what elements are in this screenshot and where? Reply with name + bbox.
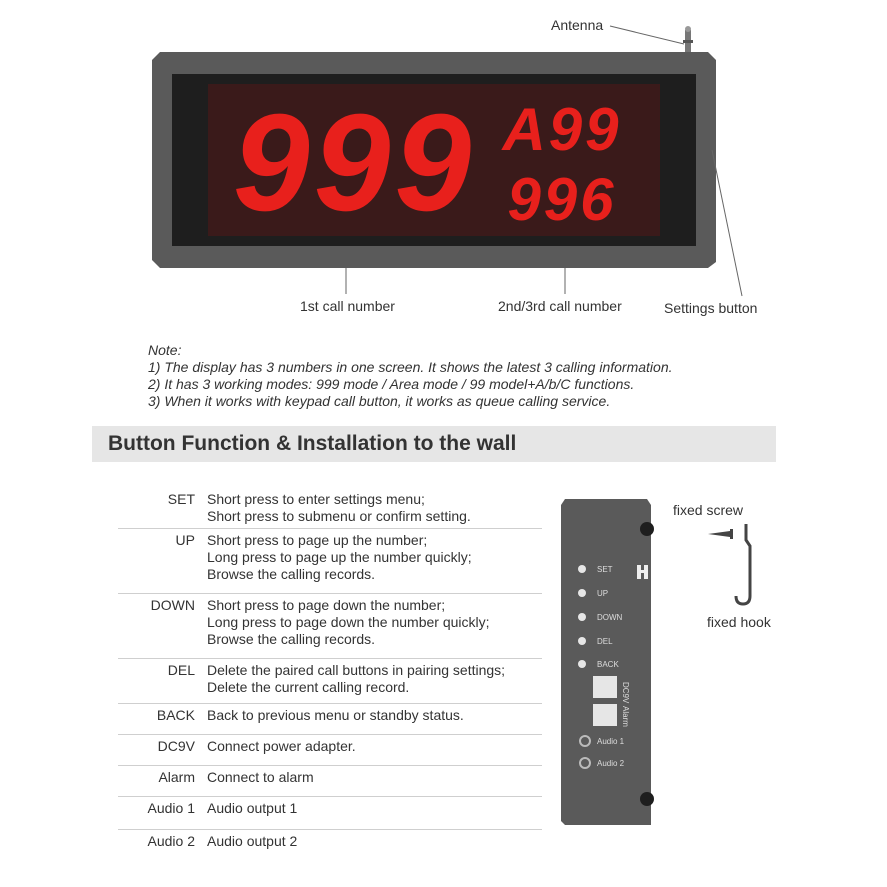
second-call-number: A99 bbox=[502, 96, 622, 163]
note-line: 2) It has 3 working modes: 999 mode / Area mode / 99 model+A/b/C functions. bbox=[148, 376, 635, 392]
note-line: 1) The display has 3 numbers in one screen. It shows the latest 3 calling information. bbox=[148, 359, 673, 375]
antenna-icon bbox=[683, 26, 693, 52]
button-key: SET bbox=[167, 491, 195, 507]
button-key: Audio 1 bbox=[147, 800, 195, 816]
table-row bbox=[118, 704, 542, 735]
del-button-indicator bbox=[578, 637, 586, 645]
table-row bbox=[118, 830, 542, 860]
table-row bbox=[118, 488, 542, 529]
second-third-call-label: 2nd/3rd call number bbox=[498, 298, 622, 314]
note-heading: Note: bbox=[148, 342, 182, 358]
button-key: DOWN bbox=[150, 597, 195, 613]
table-row bbox=[118, 659, 542, 704]
button-key: Audio 2 bbox=[147, 833, 195, 849]
third-call-number: 996 bbox=[507, 166, 617, 233]
mount-hardware-illustration bbox=[700, 518, 770, 618]
button-description bbox=[207, 738, 542, 755]
down-button-indicator bbox=[578, 613, 586, 621]
table-row bbox=[118, 797, 542, 830]
description-line: Back to previous menu or standby status. bbox=[207, 707, 464, 723]
description-line: Audio output 1 bbox=[207, 800, 298, 816]
table-row bbox=[118, 766, 542, 797]
table-row bbox=[118, 735, 542, 766]
antenna-label: Antenna bbox=[551, 17, 604, 33]
button-description bbox=[207, 769, 542, 786]
fixed-hook-label: fixed hook bbox=[707, 614, 771, 630]
dc9v-port bbox=[593, 676, 617, 698]
back-button-indicator bbox=[578, 660, 586, 668]
display-unit-illustration bbox=[0, 0, 887, 330]
button-key: BACK bbox=[156, 707, 195, 723]
table-row bbox=[118, 594, 542, 659]
section-title: Button Function & Installation to the wall bbox=[108, 432, 517, 455]
description-line: Browse the calling records. bbox=[207, 566, 376, 582]
panel-label: DOWN bbox=[597, 613, 623, 622]
note-block bbox=[148, 342, 673, 410]
section-banner bbox=[92, 426, 776, 462]
up-button-indicator bbox=[578, 589, 586, 597]
panel-label: Audio 1 bbox=[597, 737, 625, 746]
alarm-port bbox=[593, 704, 617, 726]
panel-label: BACK bbox=[597, 660, 619, 669]
panel-label: DC9V bbox=[621, 682, 630, 704]
description-line: Short press to submenu or confirm setting. bbox=[207, 508, 471, 524]
table-row bbox=[118, 529, 542, 594]
button-description bbox=[207, 662, 542, 696]
mount-knob bbox=[640, 792, 654, 806]
button-description bbox=[207, 800, 542, 817]
button-description bbox=[207, 532, 542, 583]
description-line: Delete the current calling record. bbox=[207, 679, 410, 695]
description-line: Short press to page up the number; bbox=[207, 532, 428, 548]
screw-icon bbox=[708, 529, 733, 539]
button-key: UP bbox=[175, 532, 195, 548]
button-key: DEL bbox=[167, 662, 195, 678]
description-line: Short press to enter settings menu; bbox=[207, 491, 425, 507]
main-call-number: 999 bbox=[232, 86, 476, 240]
button-description bbox=[207, 491, 542, 525]
hook-icon bbox=[736, 524, 750, 604]
panel-label: Audio 2 bbox=[597, 759, 625, 768]
description-line: Connect power adapter. bbox=[207, 738, 356, 754]
description-line: Short press to page down the number; bbox=[207, 597, 446, 613]
description-line: Browse the calling records. bbox=[207, 631, 376, 647]
panel-label: UP bbox=[597, 589, 609, 598]
button-description bbox=[207, 833, 542, 850]
button-key: DC9V bbox=[157, 738, 195, 754]
description-line: Audio output 2 bbox=[207, 833, 298, 849]
button-description bbox=[207, 707, 542, 724]
settings-button-label: Settings button bbox=[664, 300, 758, 316]
button-description bbox=[207, 597, 542, 648]
description-line: Long press to page down the number quickly; bbox=[207, 614, 490, 630]
panel-label: Alarm bbox=[621, 706, 630, 727]
fixed-screw-label: fixed screw bbox=[673, 502, 744, 518]
description-line: Delete the paired call buttons in pairing settings; bbox=[207, 662, 506, 678]
description-line: Long press to page up the number quickly; bbox=[207, 549, 472, 565]
set-button-indicator bbox=[578, 565, 586, 573]
note-line: 3) When it works with keypad call button, it works as queue calling service. bbox=[148, 393, 611, 409]
button-key: Alarm bbox=[158, 769, 195, 785]
button-function-table bbox=[118, 488, 542, 860]
panel-label: SET bbox=[597, 565, 613, 574]
first-call-label: 1st call number bbox=[300, 298, 395, 314]
description-line: Connect to alarm bbox=[207, 769, 314, 785]
panel-label: DEL bbox=[597, 637, 613, 646]
mount-knob bbox=[640, 522, 654, 536]
